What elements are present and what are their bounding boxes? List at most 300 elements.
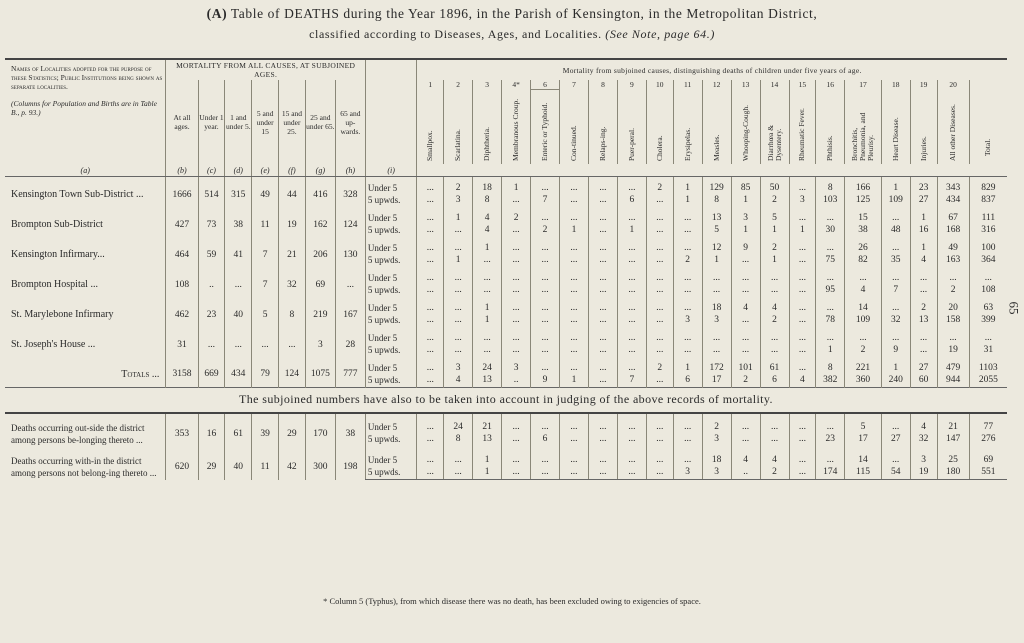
cause-value: 20 <box>937 297 969 314</box>
cause-value: 19 <box>937 344 969 357</box>
age-value: 353 <box>166 413 198 447</box>
cause-value: 19 <box>910 466 937 480</box>
cause-value: 1 <box>617 224 646 237</box>
age-value: 198 <box>335 447 365 480</box>
cause-value: 78 <box>816 314 845 327</box>
cause-value: ... <box>702 327 731 344</box>
cause-header <box>417 90 444 165</box>
age-value: 38 <box>335 413 365 447</box>
cause-value: ... <box>617 327 646 344</box>
cause-value: ... <box>731 314 760 327</box>
age-value: 11 <box>252 207 279 237</box>
cause-value: ... <box>560 237 589 254</box>
age-label: 5 upwds. <box>365 284 416 297</box>
page-number: 65 <box>1006 301 1022 315</box>
cause-value: ... <box>588 357 617 374</box>
cause-number: 15 <box>789 80 816 90</box>
cause-value: 1 <box>881 357 910 374</box>
cause-header <box>473 90 502 165</box>
cause-header-label: Smallpox. <box>425 130 435 161</box>
cause-header <box>702 90 731 165</box>
locality-name: Kensington Infirmary... <box>11 249 105 260</box>
table-row <box>5 413 1007 433</box>
cause-value: 3 <box>702 433 731 447</box>
title-note-ref: (See Note, page 64.) <box>605 27 715 41</box>
cause-value: ... <box>789 357 816 374</box>
cause-value: 5 <box>702 224 731 237</box>
age-value: 1075 <box>305 357 335 387</box>
cause-value: 69 <box>969 447 1007 466</box>
cause-value: ... <box>473 344 502 357</box>
age-value: 416 <box>305 177 335 208</box>
age-label: 5 upwds. <box>365 194 416 207</box>
cause-header-label: Con-tinued. <box>568 125 578 161</box>
cause-value: ... <box>789 344 816 357</box>
cause-value: ... <box>646 374 673 387</box>
cause-value: 5 <box>760 207 789 224</box>
cause-header <box>444 90 473 165</box>
cause-value: 2 <box>937 284 969 297</box>
cause-value: 3 <box>444 357 473 374</box>
cause-value: ... <box>588 413 617 433</box>
column-letter: (g) <box>305 164 335 177</box>
cause-value: ... <box>789 413 816 433</box>
cause-value: 5 <box>845 413 881 433</box>
column-letter: (h) <box>335 164 365 177</box>
cause-number: 8 <box>588 80 617 90</box>
cause-value: ... <box>617 413 646 433</box>
age-label: 5 upwds. <box>365 224 416 237</box>
cause-value: 26 <box>845 237 881 254</box>
cause-value: 7 <box>617 374 646 387</box>
cause-value: 8 <box>702 194 731 207</box>
cause-value: ... <box>444 237 473 254</box>
cause-value: ... <box>969 267 1007 284</box>
age-col-header: 65 and up-wards. <box>335 80 365 164</box>
cause-value: 1 <box>731 194 760 207</box>
cause-value: ... <box>588 297 617 314</box>
cause-value: ... <box>760 284 789 297</box>
cause-value: 4 <box>731 447 760 466</box>
cause-value: 479 <box>937 357 969 374</box>
age-value: 44 <box>279 177 306 208</box>
age-label: Under 5 <box>365 237 416 254</box>
cause-value: 2 <box>531 224 560 237</box>
cause-header <box>910 90 937 165</box>
cause-value: ... <box>588 327 617 344</box>
cause-value: 1 <box>910 207 937 224</box>
cause-value: ... <box>617 297 646 314</box>
cause-header <box>560 90 589 165</box>
age-col-header: Under 1 year. <box>198 80 225 164</box>
age-label: 5 upwds. <box>365 466 416 480</box>
age-value: 38 <box>225 207 252 237</box>
cause-value: 1 <box>473 314 502 327</box>
cause-value: ... <box>588 224 617 237</box>
cause-value: 2 <box>646 177 673 195</box>
age-value: 777 <box>335 357 365 387</box>
cause-value: ... <box>673 207 702 224</box>
age-value: 32 <box>279 267 306 297</box>
cause-value: ... <box>617 314 646 327</box>
cause-value: 6 <box>617 194 646 207</box>
cause-value: 3 <box>702 314 731 327</box>
cause-value: .. <box>731 466 760 480</box>
cause-value: ... <box>816 237 845 254</box>
cause-value: ... <box>417 327 444 344</box>
cause-value: ... <box>816 207 845 224</box>
age-value: 11 <box>252 447 279 480</box>
age-value: 21 <box>279 237 306 267</box>
cause-value: 18 <box>473 177 502 195</box>
cause-value: 2 <box>731 374 760 387</box>
cause-value: 9 <box>731 237 760 254</box>
age-value: 7 <box>252 237 279 267</box>
cause-value: 4 <box>910 254 937 267</box>
title-line-1: Table of DEATHS during the Year 1896, in the Parish of Kensington, in the Metropolitan District, <box>230 6 818 21</box>
cause-value: 111 <box>969 207 1007 224</box>
cause-value: ... <box>560 297 589 314</box>
cause-value: ... <box>444 327 473 344</box>
cause-value: ... <box>646 254 673 267</box>
cause-value: ... <box>531 466 560 480</box>
cause-value: 8 <box>816 177 845 195</box>
age-value: 7 <box>252 267 279 297</box>
age-label: Under 5 <box>365 447 416 466</box>
cause-value: ... <box>617 466 646 480</box>
cause-value: ... <box>731 267 760 284</box>
cause-value: 27 <box>910 194 937 207</box>
cause-value: ... <box>816 297 845 314</box>
cause-value: 551 <box>969 466 1007 480</box>
cause-value: ... <box>617 357 646 374</box>
cause-value: ... <box>881 297 910 314</box>
cause-value: ... <box>617 344 646 357</box>
cause-value: ... <box>673 284 702 297</box>
cause-value: ... <box>473 267 502 284</box>
cause-value: ... <box>588 207 617 224</box>
cause-value: ... <box>816 447 845 466</box>
locality-name: Totals ... <box>121 368 160 380</box>
cause-value: 4 <box>731 297 760 314</box>
cause-value: ... <box>789 433 816 447</box>
cause-value: 3 <box>673 466 702 480</box>
cause-header-label: Injuries. <box>918 135 928 161</box>
age-value: ... <box>335 267 365 297</box>
cause-value: 166 <box>845 177 881 195</box>
cause-value: ... <box>502 413 531 433</box>
cause-header <box>881 90 910 165</box>
cause-value: ... <box>789 267 816 284</box>
cause-value: 101 <box>731 357 760 374</box>
cause-value: ... <box>673 447 702 466</box>
cause-header-label: Phthisis. <box>825 135 835 161</box>
table-row <box>5 357 1007 374</box>
cause-value: ... <box>588 433 617 447</box>
cause-value: 2 <box>502 207 531 224</box>
cause-value: ... <box>560 267 589 284</box>
cause-number: 3 <box>473 80 502 90</box>
cause-header <box>617 90 646 165</box>
cause-value: 1 <box>444 254 473 267</box>
cause-value: ... <box>560 284 589 297</box>
cause-number: 9 <box>617 80 646 90</box>
cause-value: ... <box>673 344 702 357</box>
cause-value: ... <box>502 466 531 480</box>
cause-header <box>937 90 969 165</box>
cause-value: 4 <box>845 284 881 297</box>
cause-value: 3 <box>673 314 702 327</box>
cause-value: ... <box>417 357 444 374</box>
cause-value: 61 <box>760 357 789 374</box>
age-value: 3158 <box>166 357 198 387</box>
cause-value: ... <box>417 413 444 433</box>
age-label: Under 5 <box>365 177 416 195</box>
cause-value: ... <box>531 267 560 284</box>
age-value: 464 <box>166 237 198 267</box>
cause-value: ... <box>444 297 473 314</box>
age-value: 49 <box>252 177 279 208</box>
cause-value: 2 <box>444 177 473 195</box>
age-value: 39 <box>252 413 279 447</box>
age-label: Under 5 <box>365 207 416 224</box>
cause-header-label: Scarlatina. <box>453 128 463 161</box>
cause-header <box>760 90 789 165</box>
cause-value: ... <box>845 327 881 344</box>
cause-value: 2 <box>760 194 789 207</box>
cause-value: 27 <box>881 433 910 447</box>
cause-value: 77 <box>969 413 1007 433</box>
cause-value: ... <box>531 207 560 224</box>
cause-value: 2 <box>646 357 673 374</box>
age-col-header: At all ages. <box>166 80 198 164</box>
cause-header-label: Puer-peral. <box>626 127 636 161</box>
title-letter: (A) <box>206 6 228 21</box>
cause-number: 17 <box>845 80 881 90</box>
table-row <box>5 447 1007 466</box>
table-title <box>0 4 1024 44</box>
column-letter: (i) <box>365 164 416 177</box>
cause-header-label: Rheumatic Fever. <box>797 107 807 161</box>
cause-value: 13 <box>910 314 937 327</box>
cause-value: ... <box>531 314 560 327</box>
cause-value: 382 <box>816 374 845 387</box>
cause-value: 1 <box>673 194 702 207</box>
cause-value: ... <box>789 466 816 480</box>
age-value: 206 <box>305 237 335 267</box>
cause-value: 18 <box>702 447 731 466</box>
cause-value: ... <box>910 267 937 284</box>
age-value: 29 <box>279 413 306 447</box>
cause-value: ... <box>789 177 816 195</box>
cause-value: 1103 <box>969 357 1007 374</box>
cause-value: ... <box>417 314 444 327</box>
cause-value: ... <box>910 284 937 297</box>
cause-value: ... <box>760 327 789 344</box>
age-label: Under 5 <box>365 413 416 433</box>
cause-value: 2 <box>702 413 731 433</box>
age-label: 5 upwds. <box>365 344 416 357</box>
cause-value: 108 <box>969 284 1007 297</box>
cause-value: ... <box>531 447 560 466</box>
cause-value: ... <box>502 194 531 207</box>
cause-number: 13 <box>731 80 760 90</box>
cause-value: 38 <box>845 224 881 237</box>
cause-value: ... <box>417 466 444 480</box>
cause-value: ... <box>646 224 673 237</box>
column-letter: (c) <box>198 164 225 177</box>
cause-header-label: All other Diseases. <box>948 103 958 161</box>
cause-value: 3 <box>789 194 816 207</box>
cause-header-label: Heart Disease. <box>890 117 900 161</box>
cause-number: 4* <box>502 80 531 90</box>
cause-header <box>646 90 673 165</box>
cause-value: ... <box>417 344 444 357</box>
cause-value: ... <box>560 207 589 224</box>
cause-value: ... <box>617 284 646 297</box>
cause-value: 1 <box>673 177 702 195</box>
cause-value: ... <box>617 433 646 447</box>
cause-value: ... <box>560 194 589 207</box>
cause-value: 174 <box>816 466 845 480</box>
cause-value: ... <box>617 237 646 254</box>
cause-value: ... <box>560 327 589 344</box>
cause-number: 7 <box>560 80 589 90</box>
age-value: 42 <box>279 447 306 480</box>
cause-value: 3 <box>731 207 760 224</box>
cause-value: 4 <box>910 413 937 433</box>
age-value: 79 <box>252 357 279 387</box>
cause-value: ... <box>760 433 789 447</box>
cause-number: 11 <box>673 80 702 90</box>
age-value: 40 <box>225 297 252 327</box>
cause-header <box>816 90 845 165</box>
subjoined-note-row <box>5 387 1007 413</box>
cause-value: ... <box>673 413 702 433</box>
locality-name: Brompton Sub-District <box>11 219 103 230</box>
age-value: 124 <box>335 207 365 237</box>
cause-value: 18 <box>702 297 731 314</box>
cause-value: ... <box>646 207 673 224</box>
cause-value: 1 <box>910 237 937 254</box>
age-value: 108 <box>166 267 198 297</box>
cause-value: ... <box>560 177 589 195</box>
cause-value: 1 <box>502 177 531 195</box>
table-row <box>5 237 1007 254</box>
cause-value: ... <box>702 267 731 284</box>
cause-value: ... <box>588 194 617 207</box>
age-value: 29 <box>198 447 225 480</box>
cause-header <box>588 90 617 165</box>
cause-value: 1 <box>560 374 589 387</box>
age-col-header: 15 and under 25. <box>279 80 306 164</box>
age-value: 41 <box>225 237 252 267</box>
cause-value: ... <box>473 327 502 344</box>
cause-value: 63 <box>969 297 1007 314</box>
cause-number: 12 <box>702 80 731 90</box>
cause-value: 1 <box>673 357 702 374</box>
age-value: ... <box>198 327 225 357</box>
cause-value: ... <box>560 413 589 433</box>
cause-value: ... <box>444 284 473 297</box>
cause-value: 21 <box>473 413 502 433</box>
age-value: 219 <box>305 297 335 327</box>
cause-value: 434 <box>937 194 969 207</box>
cause-value: ... <box>588 254 617 267</box>
cause-value: 9 <box>531 374 560 387</box>
cause-header-label: Membranous Croup. <box>511 98 521 161</box>
cause-value: 6 <box>760 374 789 387</box>
cause-value: ... <box>588 466 617 480</box>
cause-value: ... <box>646 314 673 327</box>
cause-header-label: Cholera. <box>654 135 664 161</box>
cause-value: 1 <box>816 344 845 357</box>
locality-name: St. Marylebone Infirmary <box>11 309 114 320</box>
cause-value: ... <box>789 207 816 224</box>
cause-value: ... <box>560 447 589 466</box>
cause-value: ... <box>731 413 760 433</box>
cause-value: ... <box>444 224 473 237</box>
cause-value: 1 <box>731 224 760 237</box>
cause-value: .. <box>502 374 531 387</box>
table-row <box>5 267 1007 284</box>
age-label: 5 upwds. <box>365 433 416 447</box>
cause-value: 32 <box>910 433 937 447</box>
cause-value: ... <box>417 374 444 387</box>
cause-header <box>845 90 881 165</box>
cause-value: ... <box>444 267 473 284</box>
cause-header-label: Diarrhœa & Dysentery. <box>765 124 783 161</box>
cause-value: ... <box>881 237 910 254</box>
cause-value: 944 <box>937 374 969 387</box>
cause-header <box>531 90 560 165</box>
age-value: 73 <box>198 207 225 237</box>
age-col-header: 5 and under 15 <box>252 80 279 164</box>
cause-value: 360 <box>845 374 881 387</box>
age-value: 124 <box>279 357 306 387</box>
cause-value: ... <box>588 374 617 387</box>
cause-value: 1 <box>760 254 789 267</box>
cause-value: 364 <box>969 254 1007 267</box>
age-value: 1666 <box>166 177 198 208</box>
cause-value: ... <box>417 297 444 314</box>
cause-value: 6 <box>673 374 702 387</box>
cause-value: 8 <box>444 433 473 447</box>
cause-value: ... <box>502 344 531 357</box>
cause-value: ... <box>731 327 760 344</box>
cause-value: 7 <box>881 284 910 297</box>
cause-value: ... <box>789 447 816 466</box>
cause-value: 54 <box>881 466 910 480</box>
cause-value: ... <box>910 344 937 357</box>
age-value: 8 <box>279 297 306 327</box>
table-row <box>5 207 1007 224</box>
cause-value: 109 <box>845 314 881 327</box>
cause-value: 17 <box>845 433 881 447</box>
column-letter: (d) <box>225 164 252 177</box>
age-value: 130 <box>335 237 365 267</box>
age-col-header: 1 and under 5. <box>225 80 252 164</box>
cause-value: 4 <box>473 207 502 224</box>
subjoined-note: The subjoined numbers have also to be taken into account in judging of the above records of mortality. <box>5 387 1007 413</box>
cause-value: 2 <box>760 466 789 480</box>
cause-value: 837 <box>969 194 1007 207</box>
cause-value: 82 <box>845 254 881 267</box>
age-value: 40 <box>225 447 252 480</box>
cause-value: ... <box>816 267 845 284</box>
cause-value: ... <box>502 267 531 284</box>
cause-value: 100 <box>969 237 1007 254</box>
